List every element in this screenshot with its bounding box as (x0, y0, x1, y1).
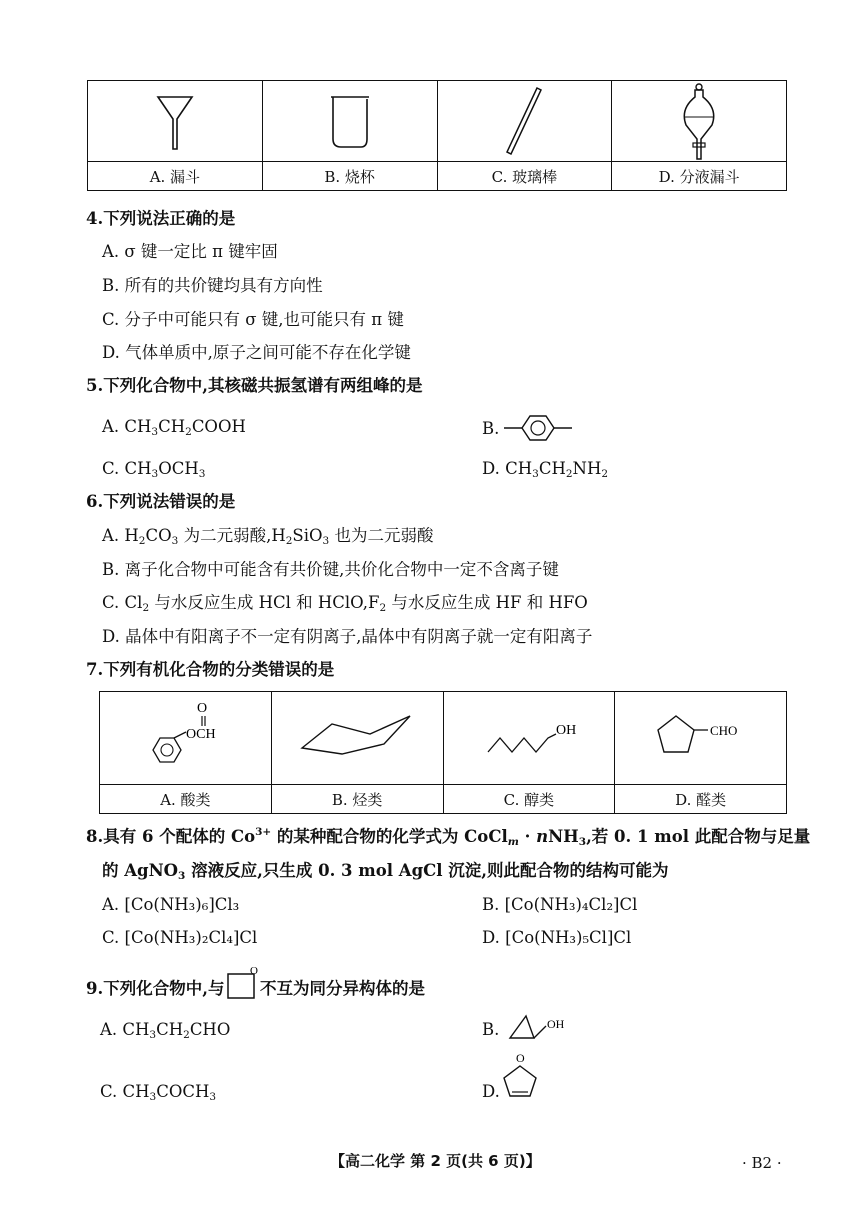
q7-label-b: B. 烃类 (271, 785, 443, 814)
svg-text:O: O (516, 1051, 525, 1065)
q7-label-a: A. 酸类 (100, 785, 272, 814)
apparatus-table (87, 80, 787, 191)
svg-text:O: O (250, 965, 258, 977)
q4-stem: 4.下列说法正确的是 (86, 209, 236, 228)
p-xylene-structure (500, 410, 580, 446)
q5-option-b-label: B. (482, 419, 500, 438)
footer-title: 【高二化学 第 2 页(共 6 页)】 (330, 1152, 541, 1170)
svg-text:O: O (197, 701, 208, 716)
organic-classification-table (99, 691, 787, 814)
q4-option-c: C. 分子中可能只有 σ 键,也可能只有 π 键 (102, 310, 404, 329)
q6-stem: 6.下列说法错误的是 (86, 492, 236, 511)
q6-option-b: B. 离子化合物中可能含有共价键,共价化合物中一定不含离子键 (102, 560, 559, 579)
q9-option-b-label: B. (482, 1020, 500, 1039)
q9-option-c: C. $CH_3COCH_3$ (100, 1082, 217, 1103)
cyclohexane-structure-cell (271, 692, 443, 785)
glass-rod-image (437, 81, 612, 162)
beaker-image (262, 81, 437, 162)
aldehyde-structure-cell (615, 692, 787, 785)
alcohol-structure-cell (443, 692, 615, 785)
option-b-label: B. 烧杯 (262, 162, 437, 191)
q7-stem: 7.下列有机化合物的分类错误的是 (86, 660, 335, 679)
q9-stem-a: 9.下列化合物中,与 (86, 979, 225, 998)
page-number: · B2 · (742, 1154, 782, 1172)
q8-option-c: C. [Co(NH₃)₂Cl₄]Cl (102, 928, 258, 947)
option-a-label: A. 漏斗 (88, 162, 263, 191)
q7-label-c: C. 醇类 (443, 785, 615, 814)
svg-text:OH: OH (547, 1017, 565, 1031)
q9-option-d-label: D. (482, 1082, 500, 1101)
q5-stem: 5.下列化合物中,其核磁共振氢谱有两组峰的是 (86, 376, 423, 395)
q8-option-d: D. [Co(NH₃)₅Cl]Cl (482, 928, 632, 947)
q6-option-c: C. $Cl_2$ 与水反应生成 HCl 和 $HClO,F_2$ 与水反应生成 HF 和 HFO (102, 593, 588, 614)
butanol-structure (474, 708, 584, 768)
q6-option-a: A. $H_2CO_3$ 为二元弱酸$,H_2SiO_3$ 也为二元弱酸 (102, 526, 434, 547)
q9-stem-b: 不互为同分异构体的是 (260, 979, 425, 998)
q4-option-a: A. σ 键一定比 π 键牢固 (102, 242, 278, 261)
q5-option-d: D. $CH_3CH_2NH_2$ (482, 459, 609, 480)
q4-option-b: B. 所有的共价键均具有方向性 (102, 276, 323, 295)
cyclopropanol-structure (498, 1008, 578, 1044)
svg-text:OCH: OCH (186, 727, 216, 742)
cyclohexane-chair-structure (292, 708, 422, 768)
svg-text:OH: OH (555, 723, 577, 738)
q5-option-a: A. $CH_3CH_2COOH$ (102, 417, 246, 438)
q9-option-a: A. $CH_3CH_2CHO$ (100, 1020, 231, 1041)
q6-option-d: D. 晶体中有阳离子不一定有阴离子,晶体中有阴离子就一定有阳离子 (102, 627, 593, 646)
svg-text:CHO: CHO (709, 723, 738, 738)
q8-option-a: A. [Co(NH₃)₆]Cl₃ (102, 895, 240, 914)
q7-label-d: D. 醛类 (615, 785, 787, 814)
option-c-label: C. 玻璃棒 (437, 162, 612, 191)
phenyl-formate-structure (130, 698, 240, 778)
q4-option-d: D. 气体单质中,原子之间可能不存在化学键 (102, 343, 411, 362)
cyclopentanecarbaldehyde-structure (636, 708, 766, 768)
q8-option-b: B. [Co(NH₃)₄Cl₂]Cl (482, 895, 638, 914)
oxetane-structure (224, 962, 264, 1002)
q5-option-c: C. $CH_3OCH_3$ (102, 459, 206, 480)
option-d-label: D. 分液漏斗 (612, 162, 787, 191)
benzoate-structure-cell (100, 692, 272, 785)
q8-stem-line1: 8.具有 6 个配体的 $Co^{3+}$ 的某种配合物的化学式为 CoCl$_m$ · nNH$_3$,若 0. 1 mol 此配合物与足量 (86, 826, 811, 848)
dihydrofuran-structure (496, 1048, 546, 1104)
funnel-image (88, 81, 263, 162)
separatory-funnel-image (612, 81, 787, 162)
q8-stem-line2: 的 AgNO$_3$ 溶液反应,只生成 0. 3 mol AgCl 沉淀,则此配合物的结构可能为 (102, 861, 669, 882)
